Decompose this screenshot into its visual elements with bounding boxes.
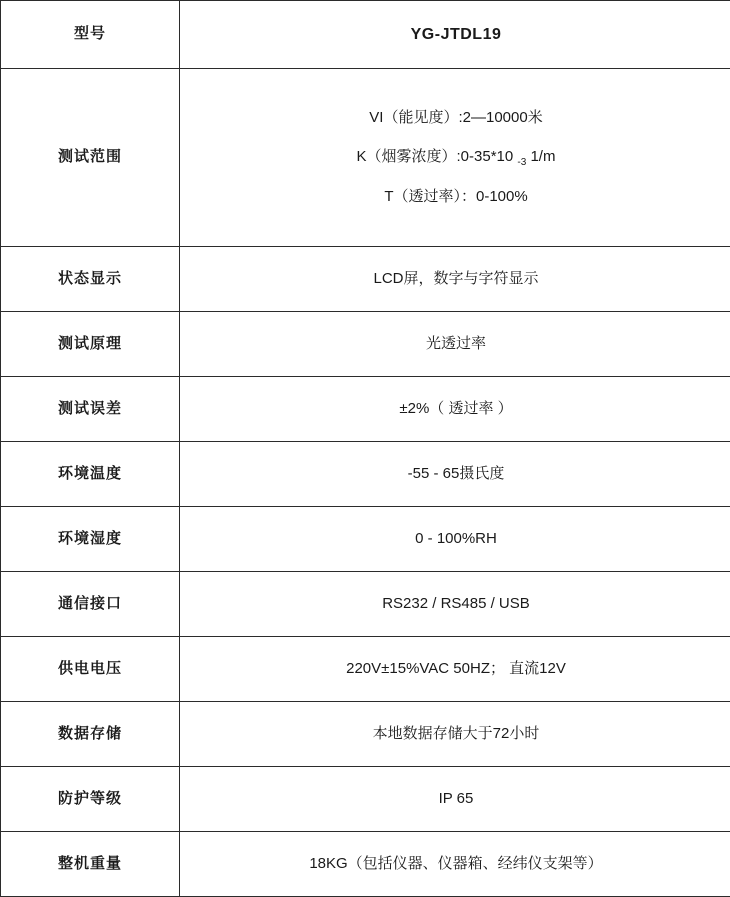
table-row (1, 832, 730, 897)
row-value-cell (180, 832, 730, 897)
row-value-text: 本地数据存储大于72小时 (180, 713, 730, 756)
row-value-line: T（透过率）：0-100% (188, 178, 724, 217)
row-value-cell (180, 377, 730, 442)
table-body (1, 1, 730, 897)
table-row (1, 572, 730, 637)
row-value-cell (180, 442, 730, 507)
row-label-cell (1, 247, 180, 312)
row-value-cell (180, 1, 730, 69)
row-value-text: 0 - 100%RH (180, 518, 730, 561)
line-post: 1/m (526, 148, 555, 165)
row-label-text: 防护等级 (1, 778, 179, 821)
row-value-text: 18KG（包括仪器、仪器箱、经纬仪支架等） (180, 843, 730, 886)
table-row (1, 702, 730, 767)
table-row (1, 247, 730, 312)
table-row (1, 377, 730, 442)
row-label-text: 测试误差 (1, 388, 179, 431)
row-label-cell (1, 637, 180, 702)
row-value-cell (180, 637, 730, 702)
row-label-cell (1, 1, 180, 69)
row-value-text: RS232 / RS485 / USB (180, 583, 730, 626)
row-value-cell (180, 572, 730, 637)
table-row (1, 442, 730, 507)
row-label-text: 整机重量 (1, 843, 179, 886)
table-row (1, 69, 730, 247)
row-value-cell (180, 312, 730, 377)
row-value-cell (180, 247, 730, 312)
row-label-text: 测试原理 (1, 323, 179, 366)
table-row (1, 507, 730, 572)
row-label-text: 环境温度 (1, 453, 179, 496)
row-label-text: 型号 (1, 13, 179, 56)
row-label-cell (1, 832, 180, 897)
row-value-line: VI（能见度）:2—10000米 (188, 99, 724, 138)
row-value-text: IP 65 (180, 778, 730, 821)
row-label-cell (1, 507, 180, 572)
row-label-text: 环境湿度 (1, 518, 179, 561)
row-label-cell (1, 572, 180, 637)
row-label-cell (1, 69, 180, 247)
row-value-line (188, 138, 724, 178)
row-value-multiline (180, 83, 730, 232)
row-value-cell (180, 69, 730, 247)
row-label-text: 状态显示 (1, 258, 179, 301)
row-label-cell (1, 377, 180, 442)
row-label-text: 供电电压 (1, 648, 179, 691)
table-row (1, 767, 730, 832)
row-value-text: 光透过率 (180, 323, 730, 366)
row-label-cell (1, 767, 180, 832)
row-label-cell (1, 702, 180, 767)
table-row (1, 1, 730, 69)
table-row (1, 312, 730, 377)
row-label-text: 数据存储 (1, 713, 179, 756)
row-value-text: LCD屏，数字与字符显示 (180, 258, 730, 301)
row-value-text: -55 - 65摄氏度 (180, 453, 730, 496)
row-value-text: ±2%（ 透过率 ） (180, 388, 730, 431)
row-value-cell (180, 767, 730, 832)
row-label-cell (1, 442, 180, 507)
row-label-cell (1, 312, 180, 377)
line-subscript: -3 (517, 157, 526, 168)
row-value-cell (180, 507, 730, 572)
row-label-text: 测试范围 (1, 130, 179, 185)
table-row (1, 637, 730, 702)
row-value-text: 220V±15%VAC 50HZ； 直流12V (180, 648, 730, 691)
row-value-cell (180, 702, 730, 767)
row-label-text: 通信接口 (1, 583, 179, 626)
line-pre: K（烟雾浓度）:0-35*10 (357, 148, 518, 165)
row-value-text: YG-JTDL19 (180, 13, 730, 57)
